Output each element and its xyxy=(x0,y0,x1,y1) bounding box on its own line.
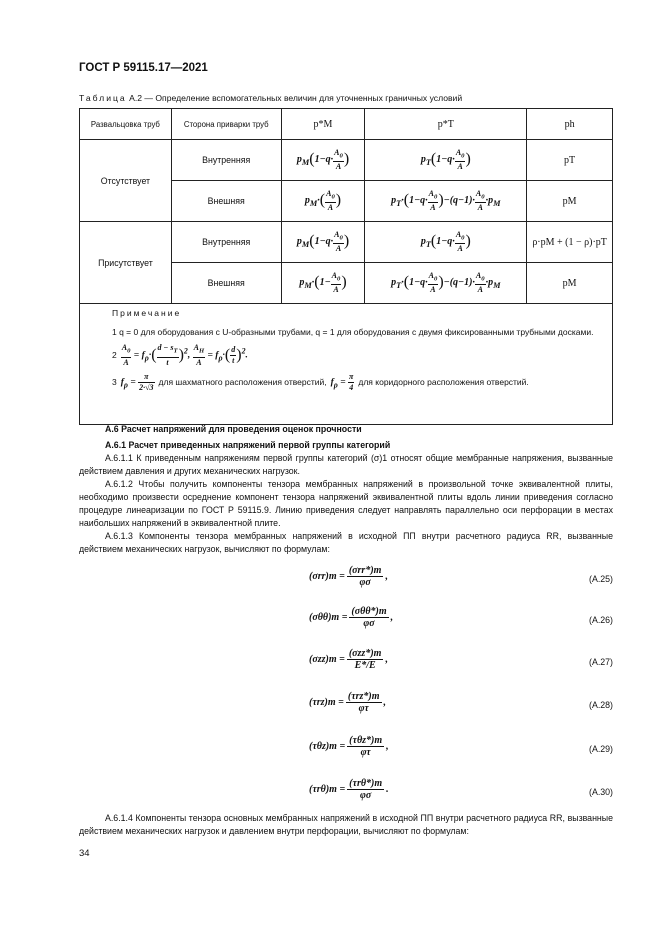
pm-formula: $p_M(1-q\cdot$ $\frac{A_0}{A}$ ) xyxy=(281,222,365,263)
equation-number: (А.25) xyxy=(589,574,613,584)
equation-a25: (σrr)m = $\frac{\text{(σrr*)m}}{\varphi\sigma}$ , (А.25) xyxy=(309,565,613,588)
flaring-present: Присутствует xyxy=(80,222,172,304)
pm-formula: $p_M\cdot$( $\frac{A_0}{A}$ ) xyxy=(281,181,365,222)
header-ph: ph xyxy=(527,109,613,140)
table-note xyxy=(80,304,613,425)
table-note-row xyxy=(80,304,613,425)
equation-number: (А.28) xyxy=(589,700,613,710)
page-header: ГОСТ Р 59115.17—2021 xyxy=(79,62,208,74)
flaring-absent: Отсутствует xyxy=(80,140,172,222)
header-flaring: Развальцовка труб xyxy=(80,109,172,140)
table-caption-text: А.2 — Определение вспомогательных величин для уточненных граничных условий xyxy=(129,93,463,103)
ph-value: ρ·pM + (1 − ρ)·pT xyxy=(527,222,613,263)
ph-value: pT xyxy=(527,140,613,181)
equation-a27: (σzz)m = $\frac{\text{(σzz*)m}}{E*/E}$ , (А.27) xyxy=(309,648,613,671)
pm-formula: $p_M(1-q\cdot$ $\frac{A_0}{A}$ ) xyxy=(281,140,365,181)
table-caption xyxy=(79,93,462,103)
weld-side-cell: Внешняя xyxy=(171,181,281,222)
page-number: 34 xyxy=(79,848,90,859)
section-a614 xyxy=(79,812,613,838)
ph-value: pM xyxy=(527,181,613,222)
paragraph-a612: А.6.1.2 Чтобы получить компоненты тензора мембранных напряжений в произвольной точке эквивалентной плиты, необходимо произвести осреднение компонент тензора напряжений эквивалентной плиты вдоль линии приведения согласно процедуре линеаризации по ГОСТ Р 59115.9. Линию приведения следует направлять параллельно оси перфорации в местах наибольших напряжений в эквивалентной плите. xyxy=(79,479,613,528)
weld-side-cell: Внутренняя xyxy=(171,140,281,181)
note-item-2: 2 $\frac{A_0}{A}$ = $f_\rho\cdot$( $\frac{d - s_T}{t}$ )$^2$, $\frac{A_H}{A}$ = $f_\rho\cdot$( $\frac{d}{t}$ )$^2$. xyxy=(112,343,248,367)
equation-number: (А.26) xyxy=(589,615,613,625)
weld-side-cell: Внешняя xyxy=(171,263,281,304)
table-row xyxy=(80,140,613,181)
paragraph-a613: А.6.1.3 Компоненты тензора мембранных напряжений в исходной ПП внутри расчетного радиуса RR, вызванные действием механических нагрузок, вычисляют по формулам: xyxy=(79,531,613,554)
equation-a29: (τθz)m = $\frac{\text{(τθz*)m}}{\varphi\tau}$ , (А.29) xyxy=(309,735,613,758)
equation-a28: (τrz)m = $\frac{\text{(τrz*)m}}{\varphi\tau}$ , (А.28) xyxy=(309,691,613,714)
equation-number: (А.29) xyxy=(589,744,613,754)
note-item-1: 1 q = 0 для оборудования с U-образными трубами, q = 1 для оборудования с двумя фиксированными трубными досками. xyxy=(112,327,594,337)
weld-side-cell: Внутренняя xyxy=(171,222,281,263)
ph-value: pM xyxy=(527,263,613,304)
section-a6 xyxy=(79,423,613,556)
table-header-row xyxy=(80,109,613,140)
table-row xyxy=(80,222,613,263)
header-weld-side: Сторона приварки труб xyxy=(171,109,281,140)
pt-formula: $p_T(1-q\cdot$ $\frac{A_0}{A}$ ) xyxy=(365,140,527,181)
pt-formula: $p_T\cdot(1-q\cdot$ $\frac{A_0}{A}$ )−(q−1)· $\frac{A_0}{A}$ $\cdot p_M$ xyxy=(365,181,527,222)
equation-a30: (τrθ)m = $\frac{\text{(τrθ*)m}}{\varphi\sigma}$ . (А.30) xyxy=(309,778,613,801)
pt-formula: $p_T\cdot(1-q\cdot$ $\frac{A_0}{A}$ )−(q−1)· $\frac{A_0}{A}$ $\cdot p_M$ xyxy=(365,263,527,304)
pt-formula: $p_T(1-q\cdot$ $\frac{A_0}{A}$ ) xyxy=(365,222,527,263)
pm-formula: $p_M\cdot(1-$ $\frac{A_0}{A}$ ) xyxy=(281,263,365,304)
equation-a26: (σθθ)m = $\frac{\text{(σθθ*)m}}{\varphi\sigma}$ , (А.26) xyxy=(309,606,613,629)
paragraph-a614: А.6.1.4 Компоненты тензора основных мембранных напряжений в исходной ПП внутри расчетного радиуса RR, вызванные действием механических нагрузок и давлением внутри перфорации, вычисляют по формулам: xyxy=(79,813,613,836)
paragraph-a611: А.6.1.1 К приведенным напряжениям первой группы категорий (σ)1 относят общие мембранные напряжения, вызванные действием давления и других механических нагрузок. xyxy=(79,453,613,476)
section-title-a61: А.6.1 Расчет приведенных напряжений первой группы категорий xyxy=(105,440,391,450)
equation-number: (А.27) xyxy=(589,657,613,667)
header-pt-star: p*T xyxy=(365,109,527,140)
note-item-3: 3 $f_\rho$ = $\frac{\pi}{2\cdot√3}$ для шахматного расположения отверстий, $f_\rho$ = $\frac{\pi}{4}$ для коридорного расположения отверстий. xyxy=(112,371,529,392)
table-caption-label: Таблица xyxy=(79,93,127,103)
auxiliary-values-table xyxy=(79,108,613,425)
section-title-a6: А.6 Расчет напряжений для проведения оценок прочности xyxy=(105,424,362,434)
note-title: Примечание xyxy=(112,308,182,318)
header-pm-star: p*M xyxy=(281,109,365,140)
equation-number: (А.30) xyxy=(589,787,613,797)
